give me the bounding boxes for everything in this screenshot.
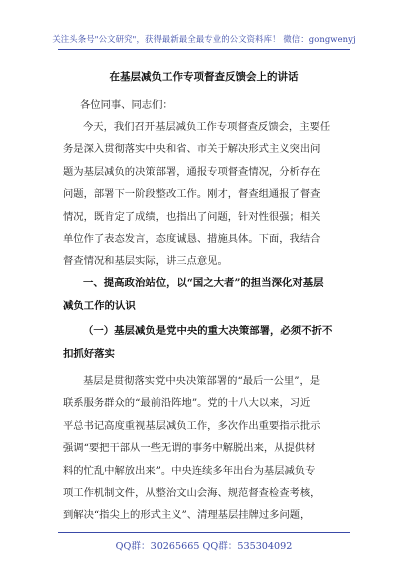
section-heading-1 [63, 272, 353, 318]
heading-line: 扣抓好落实 [63, 348, 115, 360]
subsection-heading-1 [63, 320, 353, 366]
paragraph-line: 料的忙乱中解放出来”。中央连续多年出台为基层减负专 [63, 464, 316, 477]
paragraph-line: 务是深入贯彻落实中央和省、市关于解决形式主义突出问 [63, 143, 321, 156]
paragraph-line: 单位作了表态发言，态度诚恳、措施具体。下面，我结合 [63, 232, 321, 245]
body-paragraph [63, 370, 347, 527]
paragraph-line: 基层是贯彻落实党中央决策部署的“最后一公里”，是 [83, 375, 321, 387]
intro-paragraph [63, 116, 347, 273]
header-divider [58, 49, 350, 50]
paragraph-line: 联系服务群众的“最前沿阵地”。党的十八大以来，习近 [63, 397, 311, 410]
heading-line: （一）基层减负是党中央的重大决策部署，必须不折不 [83, 325, 333, 337]
paragraph-line: 督查情况和基层实际，讲三点意见。 [63, 255, 228, 268]
footer-divider [58, 532, 350, 533]
paragraph-line: 问题，部署下一阶段整改工作。刚才，督查组通报了督查 [63, 188, 321, 201]
heading-line: 一、提高政治站位，以“国之大者”的担当深化对基层 [83, 277, 324, 289]
paragraph-line: 项工作机制文件，从整治文山会海、规范督查检查考核， [63, 486, 321, 499]
paragraph-line: 题为基层减负的决策部署，通报专项督查情况，分析存在 [63, 165, 321, 178]
header-note: 关注头条号"公文研究"，获得最新最全最专业的公文资料库！ 微信：gongwenyj [52, 34, 356, 44]
paragraph-line: 强调“要把干部从一些无谓的事务中解脱出来，从提供材 [63, 442, 316, 455]
footer-note: QQ群：30265665 QQ群：535304092 [115, 541, 293, 552]
paragraph-line: 情况，既肯定了成绩，也指出了问题，针对性很强；相关 [63, 210, 321, 223]
paragraph-line: 平总书记高度重视基层减负工作，多次作出重要指示批示 [63, 419, 321, 432]
salutation: 各位同事、同志们： [80, 99, 173, 111]
paragraph-line: 今天，我们召开基层减负工作专项督查反馈会，主要任 [83, 121, 331, 133]
document-title: 在基层减负工作专项督查反馈会上的讲话 [109, 71, 299, 83]
paragraph-line: 到解决“指尖上的形式主义”、清理基层挂牌过多问题， [63, 509, 311, 522]
heading-line: 减负工作的认识 [63, 300, 136, 312]
